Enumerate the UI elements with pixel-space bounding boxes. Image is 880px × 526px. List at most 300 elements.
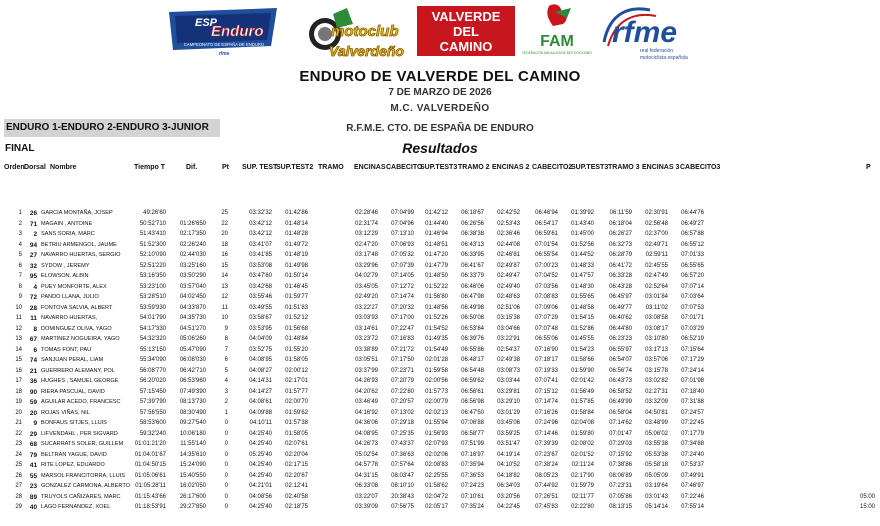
cell-cabecito3: 07:24'40 [681,451,704,458]
table-row [0,210,880,220]
cell-nombre: RITE LOPEZ, EDUARDO [41,462,105,468]
cell-cabecito: 07:13'02 [391,409,414,416]
cell-sup-test3: 01:57'73 [425,388,448,395]
cell-sup-test: 05:25'40 [249,451,272,458]
cell-encinas2: 02:49'47 [497,273,520,279]
cell-sup-test2: 01:48'14 [285,220,308,227]
rfme-logo-sub2: motociclista española [640,55,688,61]
cell-sup-test3: 02:01'28 [425,357,448,363]
cell-sup-test3: 01:47'79 [425,262,448,269]
cell-tramo2: 06:18'67 [461,210,484,216]
cell-dif: 15:40'550 [179,472,206,479]
cell-orden: 17 [15,378,22,384]
cell-orden: 21 [15,420,22,426]
cell-sup-test3b: 01:54'15 [571,315,594,321]
cell-sup-test3: 02:00'79 [425,399,448,405]
cell-sup-test: 04:21'01 [249,483,272,489]
cell-cabecito2: 07:15'12 [535,388,558,395]
cell-cabecito: 07:17'50 [391,357,414,363]
cell-cabecito2: 07:26'51 [535,493,558,500]
table-row [0,420,880,430]
cell-sup-test3b: 01:39'92 [571,210,594,216]
cell-nombre: ROJAS VIÑAS, NIL [41,409,90,416]
cell-dif: 05:47'090 [179,346,206,353]
cell-encinas2: 03:15'38 [497,315,520,321]
cell-orden: 22 [15,430,22,437]
cell-tramo2: 06:38'38 [461,231,484,237]
cell-encinas2: 02:49'87 [497,262,520,269]
cell-nombre: NAVARRO HUERTAS, SERGIO [41,252,121,258]
cell-nombre: TRUYOLS CAÑIZARES, MARC [41,493,121,500]
rfme-logo [600,2,696,64]
cell-dif: 08:13'730 [179,399,206,405]
cell-cabecito: 07:43'37 [391,441,414,447]
cell-sup-test: 03:52'75 [249,346,272,353]
cell-dorsal: 79 [29,451,37,459]
cell-encinas2: 03:03'44 [497,378,520,384]
cell-orden: 8 [18,283,22,290]
cell-encinas3: 03:01'84 [645,294,668,300]
cell-encinas3: 03:19'64 [645,483,668,489]
cell-dorsal: 95 [29,273,37,280]
organizing-club: M.C. VALVERDEÑO [390,103,490,114]
cell-tiempo: 51:43'410 [139,231,166,237]
cell-tiempo: 58:53'600 [139,420,166,426]
esp-logo-main: Enduro [211,23,264,40]
cell-encinas: 03:38'89 [355,346,378,353]
table-row [0,252,880,262]
cell-cabecito: 07:14'05 [391,273,414,279]
cell-cabecito2: 06:55'54 [535,252,558,258]
cell-dorsal: 28 [29,304,37,312]
column-headers [0,164,880,178]
cell-encinas2: 03:20'56 [497,493,520,500]
cell-tramo3: 08:06'89 [609,472,632,479]
cell-encinas3: 03:08'17 [645,325,668,332]
cell-cabecito2: 07:09'06 [535,304,558,311]
cell-cabecito3: 06:52'19 [681,336,704,342]
cell-pt: 20 [221,231,228,237]
cell-encinas3: 05:58'18 [645,462,668,468]
cell-encinas: 02:28'46 [355,210,378,216]
cell-sup-test3b: 01:43'40 [571,220,594,227]
cell-encinas: 04:36'06 [355,420,378,426]
cell-cabecito: 07:29'18 [391,420,414,426]
cell-tramo3: 06:18'04 [609,220,632,227]
cell-orden: 20 [15,409,22,416]
cell-nombre: SYDOW , JEREMY [41,262,90,269]
cell-tramo3: 06:26'27 [609,231,632,237]
cell-pt: 0 [224,451,228,458]
cell-dorsal: 11 [30,315,37,322]
cell-dif: 06:42'710 [179,367,206,374]
cell-encinas2: 03:59'25 [497,430,520,437]
cell-cabecito: 07:20'57 [391,399,414,405]
cell-sup-test2: 01:42'86 [285,210,308,216]
fam-logo-sub: FEDERACIÓN ANDALUZA DE MOTOCICLISMO [522,51,592,55]
cell-pt: 10 [221,315,228,321]
cell-encinas: 03:14'61 [355,325,378,332]
cell-sup-test2: 02:17'01 [285,378,308,384]
cell-dif: 09:27'540 [179,420,206,426]
cell-encinas: 03:03'93 [355,315,378,321]
cell-pt: 0 [224,441,228,447]
cell-encinas3: 03:08'58 [645,315,668,321]
cell-sup-test2: 02:07'61 [285,441,308,447]
cell-cabecito2: 07:19'33 [535,367,558,374]
cell-orden: 13 [15,336,22,342]
cell-encinas3: 03:10'80 [645,336,668,342]
cell-cabecito2: 07:39'39 [535,441,558,447]
cell-encinas: 03:22'27 [355,304,378,311]
cell-dif: 16:02'050 [179,483,206,489]
cell-sup-test: 03:53'08 [249,262,272,269]
cell-pt: 15 [221,262,228,269]
cell-tiempo: 53:59'930 [139,304,166,311]
cell-sup-test3b: 02:17'90 [571,472,594,479]
cell-sup-test2: 01:48'19 [285,252,308,258]
cell-encinas3: 05:53'38 [645,451,668,458]
cell-cabecito3: 07:46'97 [681,483,704,489]
cell-cabecito: 07:23'71 [391,367,414,374]
cell-sup-test3: 02:07'93 [425,441,448,447]
cell-encinas2: 06:34'03 [497,483,520,489]
table-row [0,347,880,357]
cell-sup-test: 04:08'56 [249,493,272,500]
cell-tiempo: 54:32'320 [139,336,166,342]
cell-cabecito2: 08:05'23 [535,472,558,479]
cell-sup-test3: 01:58'62 [425,483,448,489]
cell-sup-test3b: 01:48'33 [571,262,594,269]
cell-nombre: SANS SORIA, MARC [41,231,95,237]
cell-tramo3: 06:54'07 [609,357,632,363]
cell-cabecito3: 07:24'14 [681,367,704,374]
cell-cabecito2: 07:44'92 [535,483,558,489]
esp-logo-top: ESP [195,17,218,29]
cell-sup-test3b: 02:01'42 [571,378,594,384]
cell-dorsal: 36 [29,378,37,385]
final-label: FINAL [5,143,35,154]
col-pt: Pt [222,164,229,171]
cell-nombre: MARSOL FRANCITORRA, LLUIS [41,472,125,479]
cell-pt: 0 [224,472,228,479]
col-cabecito: CABECITO [386,164,423,171]
cell-pt: 0 [224,430,228,437]
cell-encinas2: 03:29'81 [497,388,520,395]
cell-tramo3: 06:49'77 [609,304,632,311]
cell-tramo2: 06:26'56 [461,220,484,227]
table-row [0,273,880,283]
cell-dif: 07:49'390 [179,388,206,395]
cell-sup-test: 04:14'27 [249,388,272,395]
cell-orden: 14 [15,346,22,353]
cell-dorsal: 2 [33,231,37,238]
cell-cabecito: 07:12'72 [391,283,414,290]
col-dorsal: Dorsal [24,164,46,171]
cell-orden: 27 [15,483,22,489]
cell-sup-test3: 01:55'94 [425,420,448,426]
cell-nombre: FONTOVA SALVIA, ALBERT [41,304,113,311]
cell-tiempo: 01:01:21'20 [134,441,166,447]
cell-sup-test2: 01:57'38 [285,420,308,426]
cell-tiempo: 56:20'020 [139,378,166,384]
cell-encinas: 04:02'79 [355,273,378,279]
cell-sup-test2: 02:17'15 [285,462,308,468]
cell-sup-test3b: 01:59'80 [571,430,594,437]
cell-sup-test2: 01:48'28 [285,231,308,237]
cell-orden: 25 [15,462,22,468]
cell-tramo3: 06:33'28 [609,273,632,279]
cell-encinas2: 04:18'82 [497,472,520,479]
cell-encinas2: 03:29'10 [497,399,520,405]
cell-orden: 2 [18,220,22,227]
cell-encinas2: 03:51'47 [497,441,520,447]
cell-tiempo: 59:32'240 [139,430,166,437]
cell-tiempo: 51:52'300 [139,241,166,248]
cell-dorsal: 68 [29,441,37,448]
cell-dorsal: 74 [29,357,37,364]
cell-sup-test: 03:32'32 [249,210,272,216]
cell-tramo2: 06:47'98 [461,294,484,300]
cell-dorsal: 94 [29,241,37,249]
col-sup-test2: SUP.TEST2 [276,164,314,171]
cell-tramo2: 06:55'86 [461,346,484,353]
cell-encinas: 02:49'20 [355,294,378,300]
cell-encinas: 03:23'72 [355,336,378,342]
cell-tramo3: 07:38'86 [609,462,632,468]
cell-dif: 02:44'030 [179,252,206,258]
cell-pt: 4 [224,378,228,384]
cell-dif: 04:33'870 [179,304,206,311]
rfme-logo-name: rfme [612,16,678,49]
cell-dif: 11:55'140 [180,441,206,447]
cell-cabecito2: 07:16'26 [535,409,558,416]
cell-nombre: MAGAIN , ANTOINE [41,220,93,227]
cell-encinas: 06:33'08 [355,483,378,489]
cell-sup-test3b: 01:52'56 [571,241,594,248]
cell-cabecito3: 07:22'46 [681,493,704,500]
cell-orden: 5 [18,252,22,258]
cell-encinas3: 02:37'00 [645,231,668,237]
cell-cabecito3: 07:53'37 [681,462,704,468]
cell-encinas: 05:02'54 [355,451,378,458]
cell-encinas3: 02:49'71 [645,241,668,248]
cell-dorsal: 8 [33,325,37,333]
cell-tramo3: 06:58'04 [609,409,632,416]
cell-dif: 26:17'600 [179,493,206,500]
cell-encinas: 03:05'51 [355,357,378,363]
cell-tramo3: 06:44'80 [609,325,632,332]
cell-tramo2: 07:35'94 [461,462,484,468]
cell-encinas2: 04:22'45 [497,504,520,510]
cell-encinas: 02:31'74 [355,220,378,227]
cell-sup-test3: 01:48'50 [425,273,448,279]
cell-tramo3: 06:41'72 [609,262,632,269]
cell-sup-test3: 01:52'26 [425,315,448,321]
cell-sup-test3b: 01:44'52 [571,252,594,258]
cell-tiempo: 01:05:28'11 [135,483,166,489]
cell-sup-test2: 01:57'77 [285,388,308,395]
table-row [0,231,880,241]
col-sup-test: SUP. TEST [242,164,278,171]
cell-encinas3: 05:06'02 [645,430,668,437]
cell-sup-test3: 01:48'51 [425,241,448,248]
cell-encinas3: 03:02'82 [645,378,668,384]
table-row [0,263,880,273]
cell-encinas3: 03:11'02 [645,304,668,311]
cell-encinas2: 04:19'14 [497,451,520,458]
cell-encinas: 04:26'73 [355,441,378,447]
cell-cabecito2: 07:04'52 [535,273,558,279]
cell-encinas3: 02:47'49 [645,273,668,279]
table-row [0,452,880,462]
table-row [0,441,880,451]
cell-tramo2: 07:16'97 [461,451,484,458]
cell-tramo3: 06:49'99 [609,399,632,405]
col-dif: Dif. [186,164,198,171]
cell-tiempo: 52:10'090 [139,252,166,258]
cell-cabecito3: 07:55'14 [681,504,704,510]
cell-dorsal: 59 [29,399,37,406]
col-tiempo: Tiempo T [134,164,165,171]
cell-sup-test: 04:09'88 [249,409,272,416]
cell-tramo2: 06:41'67 [461,262,484,269]
cell-dorsal: 26 [29,210,37,217]
cell-sup-test3b: 01:56'49 [571,388,594,395]
cell-pt: 7 [224,346,228,353]
cell-encinas: 03:46'49 [355,399,378,405]
cell-encinas3: 02:45'55 [645,262,668,269]
cell-cabecito2: 07:07'48 [535,325,558,332]
cell-sup-test: 04:10'11 [249,420,272,426]
cell-sup-test3: 01:54'49 [425,346,448,353]
cell-sup-test: 04:25'40 [249,504,272,510]
cell-dorsal: 21 [29,367,37,375]
cell-tiempo: 56:08'770 [139,367,166,374]
cell-cabecito: 07:20'32 [391,304,414,311]
col-sup-test3: SUP.TEST3 [420,164,458,171]
cell-cabecito: 07:04'96 [391,220,414,227]
cell-pt: 1 [224,409,228,416]
cell-cabecito3: 06:57'20 [681,273,704,279]
cell-cabecito2: 07:18'17 [535,357,558,363]
cell-encinas: 03:45'05 [355,283,378,290]
cell-sup-test2: 01:52'12 [285,315,308,321]
cell-encinas3: 03:57'06 [645,357,668,363]
cell-pt: 6 [224,357,228,363]
cell-sup-test3: 01:52'22 [425,283,448,290]
cell-cabecito3: 07:34'88 [681,441,704,447]
cell-cabecito: 07:21'72 [391,346,414,353]
cell-encinas2: 02:48'63 [497,294,520,300]
cell-encinas2: 03:08'73 [497,367,520,374]
table-row [0,399,880,409]
cell-encinas: 03:22'07 [355,493,378,500]
table-row [0,410,880,420]
cell-tramo2: 07:06'88 [461,420,484,426]
cell-orden: 24 [15,451,22,458]
cell-cabecito3: 06:44'76 [681,210,704,216]
cell-sup-test3b: 02:04'08 [571,420,594,426]
cell-encinas: 03:17'48 [355,252,378,258]
cell-tramo3: 06:58'52 [609,388,632,395]
cell-sup-test3: 01:46'94 [425,231,448,237]
cell-cabecito3: 07:07'14 [681,283,704,290]
cell-tramo3: 07:23'31 [609,483,632,489]
cell-p: 05:00 [859,493,875,500]
valverde-line2: DEL [453,24,479,39]
cell-encinas2: 02:54'37 [497,346,520,353]
cell-sup-test3: 01:48'56 [425,304,448,311]
cell-nombre: TOMAS FONT, PAU [41,346,92,353]
cell-tiempo: 01:05:06'61 [134,472,166,479]
cell-orden: 16 [15,367,22,374]
cell-dorsal: 4 [33,283,37,291]
cell-pt: 18 [221,241,228,248]
cell-sup-test3b: 01:48'58 [571,304,594,311]
cell-cabecito: 07:36'63 [391,451,414,458]
cell-orden: 12 [15,325,22,332]
cell-encinas2: 03:04'66 [497,325,520,332]
table-row [0,473,880,483]
cell-cabecito: 07:25'35 [391,430,414,437]
cell-sup-test: 04:08'27 [249,367,272,374]
cell-tramo2: 06:59'62 [461,378,484,384]
cell-sup-test2: 02:18'75 [285,504,308,510]
cell-encinas: 03:12'29 [355,231,378,237]
cell-tramo3: 07:15'92 [609,451,632,458]
cell-sup-test3b: 02:22'80 [571,504,594,510]
cell-sup-test2: 01:59'62 [285,409,308,416]
cell-dif: 10:06'180 [179,430,206,437]
cell-sup-test2: 01:46'45 [285,283,308,290]
cell-sup-test2: 01:48'84 [285,336,308,342]
cell-dorsal: 32 [29,262,37,270]
cell-dorsal: 89 [29,493,37,501]
cell-orden: 7 [18,273,22,279]
cell-dif: 04:02'450 [179,294,206,300]
cell-p: 15:00 [859,504,875,510]
cell-tiempo: 54:17'330 [139,325,166,332]
cell-cabecito2: 07:03'56 [535,283,558,290]
cell-encinas2: 03:45'06 [497,420,520,426]
cell-pt: 0 [224,483,228,489]
cell-encinas: 04:08'95 [355,430,378,437]
cell-sup-test3: 02:02'13 [425,409,448,416]
cell-dif: 29:27'850 [179,504,206,510]
cell-sup-test3b: 01:58'84 [571,409,594,416]
cell-orden: 19 [15,399,22,405]
cell-cabecito2: 07:24'96 [535,420,558,426]
cell-sup-test: 04:25'40 [249,462,272,468]
cell-nombre: BETRIU ARMENGOL, JAUME [41,241,117,248]
cell-encinas: 04:31'15 [355,472,378,479]
cell-tramo2: 07:24'23 [461,483,484,489]
cell-sup-test3: 02:25'55 [425,472,448,479]
cell-cabecito: 07:57'64 [391,462,414,468]
cell-dif: 08:30'490 [179,409,206,416]
table-row [0,504,880,514]
cell-sup-test2: 01:58'05 [285,430,308,437]
cell-nombre: NAVARRO HUERTAS, [41,315,98,321]
cell-pt: 11 [221,304,228,311]
cell-tramo2: 06:46'06 [461,283,484,290]
col-encinas: ENCINAS [354,164,386,171]
cell-encinas2: 02:46'81 [497,252,520,258]
cell-nombre: MARTINEZ NOGUEIRA, YAGO [41,336,120,342]
cell-sup-test3b: 02:01'52 [571,451,594,458]
cell-sup-test3b: 02:11'24 [571,462,594,468]
